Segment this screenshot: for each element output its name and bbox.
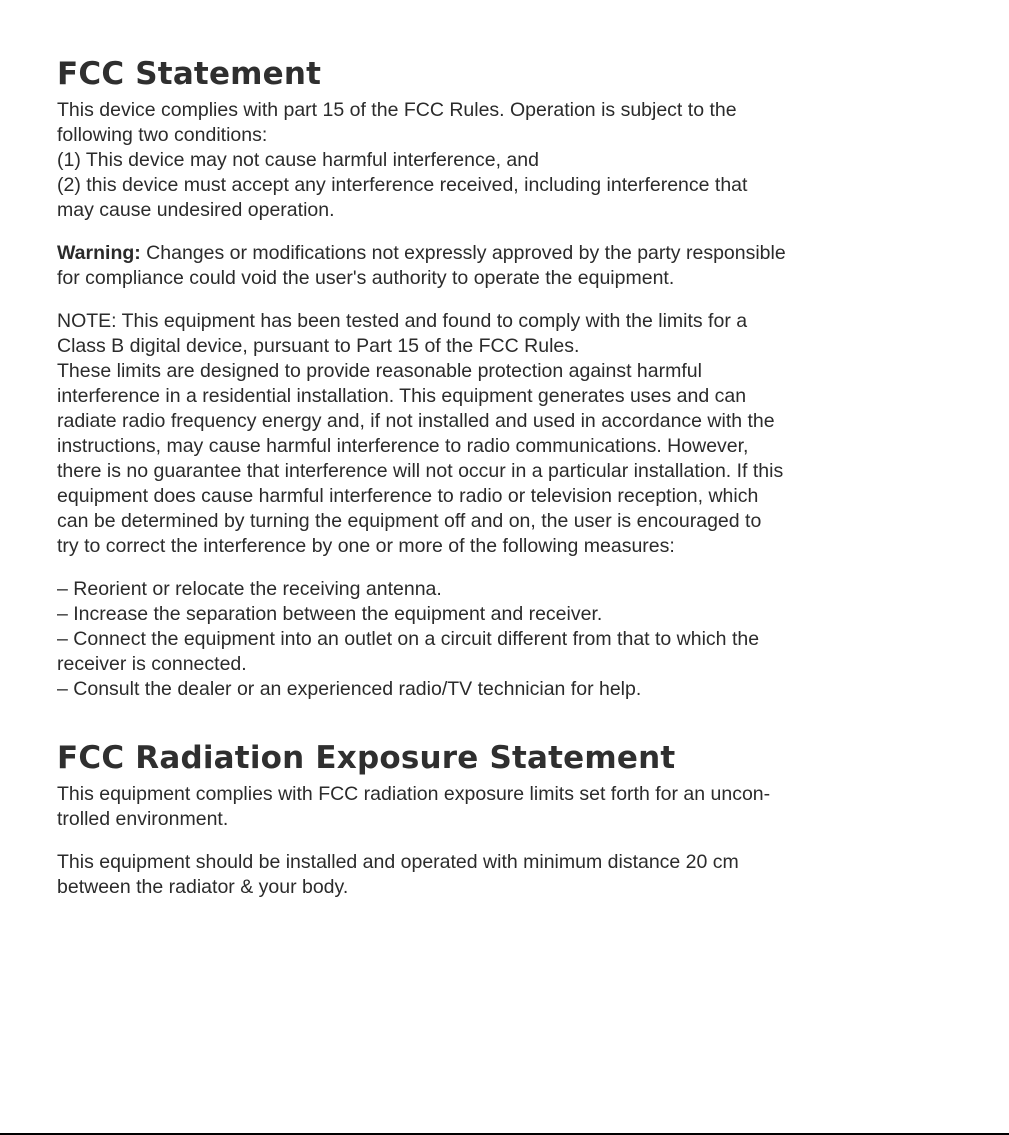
note-line: Class B digital device, pursuant to Part 15 of the FCC Rules. (57, 335, 580, 357)
fcc-intro-line: This device complies with part 15 of the FCC Rules. Operation is subject to the (57, 99, 737, 121)
note-line: NOTE: This equipment has been tested and found to comply with the limits for a (57, 310, 748, 332)
radiation-paragraph-1 (57, 782, 957, 832)
warning-text: Changes or modifications not expressly approved by the party responsible (140, 242, 786, 264)
fcc-intro-paragraph (57, 98, 957, 223)
radiation-statement-heading: FCC Radiation Exposure Statement (57, 740, 676, 776)
note-line: there is no guarantee that interference will not occur in a particular installation. If this (57, 460, 784, 482)
note-line: can be determined by turning the equipment off and on, the user is encouraged to (57, 510, 762, 532)
note-line: equipment does cause harmful interference to radio or television reception, which (57, 485, 759, 507)
fcc-statement-heading: FCC Statement (57, 56, 322, 92)
note-paragraph (57, 309, 957, 559)
note-line: try to correct the interference by one or more of the following measures: (57, 535, 675, 557)
measures-list (57, 577, 957, 702)
document-page (57, 54, 957, 900)
note-line: These limits are designed to provide reasonable protection against harmful (57, 360, 702, 382)
fcc-condition-2: (2) this device must accept any interference received, including interference that (57, 174, 748, 196)
measure-item: receiver is connected. (57, 653, 247, 675)
fcc-condition-1: (1) This device may not cause harmful interference, and (57, 149, 539, 171)
measure-item: – Increase the separation between the equipment and receiver. (57, 603, 603, 625)
measure-item: – Reorient or relocate the receiving antenna. (57, 578, 442, 600)
radiation-line: This equipment should be installed and operated with minimum distance 20 cm (57, 851, 739, 873)
warning-paragraph (57, 241, 957, 291)
note-line: instructions, may cause harmful interference to radio communications. However, (57, 435, 749, 457)
fcc-intro-line: may cause undesired operation. (57, 199, 335, 221)
warning-label: Warning: (57, 242, 141, 264)
measure-item: – Consult the dealer or an experienced radio/TV technician for help. (57, 678, 642, 700)
warning-line: for compliance could void the user's authority to operate the equipment. (57, 267, 675, 289)
note-line: interference in a residential installation. This equipment generates uses and can (57, 385, 747, 407)
radiation-line: This equipment complies with FCC radiation exposure limits set forth for an uncon- (57, 783, 771, 805)
warning-line (57, 241, 957, 266)
note-line: radiate radio frequency energy and, if not installed and used in accordance with the (57, 410, 775, 432)
radiation-paragraph-2 (57, 850, 957, 900)
radiation-line: between the radiator & your body. (57, 876, 349, 898)
fcc-intro-line: following two conditions: (57, 124, 268, 146)
radiation-line: trolled environment. (57, 808, 229, 830)
measure-item: – Connect the equipment into an outlet on a circuit different from that to which the (57, 628, 760, 650)
